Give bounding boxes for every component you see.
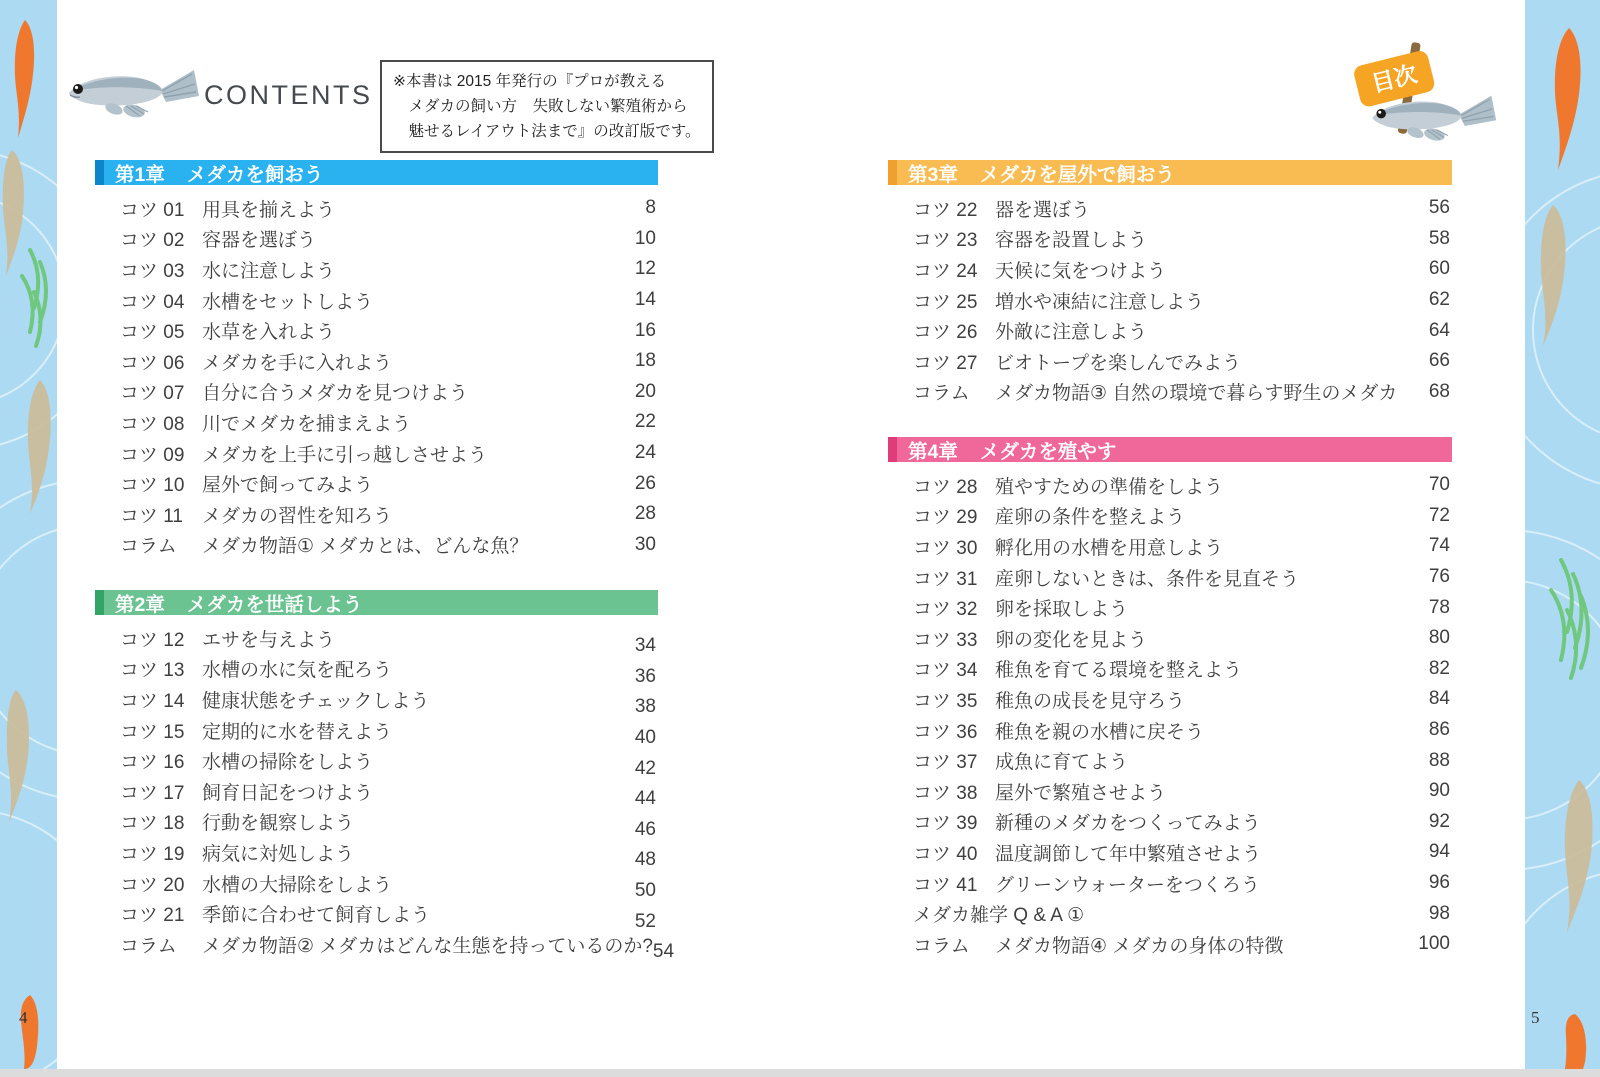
- toc-row: [888, 715, 1452, 746]
- item-page: 90: [1428, 780, 1450, 802]
- item-page: 96: [1428, 872, 1450, 894]
- toc-row: [95, 929, 675, 963]
- item-title: 水槽の水に気を配ろう: [202, 660, 393, 682]
- item-page: 66: [1428, 350, 1450, 372]
- item-label: コツ 30: [913, 537, 978, 559]
- toc-row: [95, 285, 658, 316]
- item-label: コツ 08: [120, 413, 185, 435]
- item-label: メダカ雑学 Q & A ①: [913, 905, 1085, 927]
- toc-row: [888, 623, 1452, 654]
- right-page-number: 5: [1531, 1008, 1540, 1027]
- toc-row: [95, 776, 658, 810]
- toc-row: [888, 470, 1452, 501]
- item-page: 58: [1428, 227, 1450, 249]
- item-label: コツ 22: [913, 199, 978, 221]
- chapter-3-toc-list: [888, 193, 1452, 407]
- note-line: メダカの飼い方 失敗しない繁殖術から: [408, 98, 688, 116]
- item-title: 水草を入れよう: [202, 322, 336, 344]
- chapter-2-header: [95, 590, 658, 615]
- item-title: 温度調節して年中繁殖させよう: [995, 843, 1262, 865]
- item-page: 16: [634, 319, 656, 341]
- toc-row: [95, 654, 658, 685]
- item-label: コツ 36: [913, 721, 978, 743]
- item-label: コツ 05: [120, 322, 185, 344]
- item-label: コツ 37: [913, 752, 978, 774]
- item-label: コツ 07: [120, 383, 185, 405]
- item-title: 稚魚の成長を見守ろう: [995, 690, 1186, 712]
- item-title: 川でメダカを捕まえよう: [202, 413, 412, 435]
- left-page-number: 4: [19, 1008, 28, 1027]
- item-title: 季節に合わせて飼育しよう: [202, 905, 431, 927]
- toc-row: [888, 224, 1452, 255]
- toc-row: [95, 407, 658, 438]
- item-title: 飼育日記をつけよう: [202, 782, 374, 804]
- item-title: 水槽の大掃除をしよう: [202, 874, 393, 896]
- toc-row: [888, 654, 1452, 685]
- chapter-2-section: [95, 590, 675, 963]
- toc-row: [95, 315, 658, 346]
- toc-row: [95, 499, 658, 530]
- item-title: グリーンウォーターをつくろう: [995, 874, 1260, 896]
- toc-row: [888, 346, 1452, 377]
- item-page: 40: [634, 727, 656, 749]
- chapter-number: 第4章: [908, 440, 958, 463]
- item-page: 92: [1428, 810, 1450, 832]
- item-title: 外敵に注意しよう: [995, 322, 1148, 344]
- chapter-3-section: [888, 160, 1452, 407]
- chapter-3-header: [888, 160, 1452, 185]
- toc-row: [95, 807, 658, 838]
- item-title: 容器を設置しよう: [995, 230, 1148, 252]
- item-label: コラム: [120, 935, 177, 957]
- item-title: 稚魚を育てる環境を整えよう: [995, 660, 1243, 682]
- item-title: 増水や凍結に注意しよう: [995, 291, 1205, 313]
- item-title: 定期的に水を替えよう: [202, 721, 393, 743]
- item-page: 72: [1428, 504, 1450, 526]
- item-title: 行動を観察しよう: [202, 813, 355, 835]
- toc-row: [95, 868, 658, 902]
- item-page: 20: [634, 380, 656, 402]
- toc-row: [95, 684, 658, 718]
- toc-row: [888, 929, 1452, 960]
- item-page: 74: [1428, 535, 1450, 557]
- item-label: コツ 11: [120, 505, 184, 527]
- toc-row: [95, 254, 658, 285]
- item-page: 82: [1428, 657, 1450, 679]
- item-label: コツ 20: [120, 874, 185, 896]
- item-label: コツ 31: [913, 568, 978, 590]
- toc-row: [888, 776, 1452, 807]
- item-label: コツ 40: [913, 843, 978, 865]
- item-label: コツ 15: [120, 721, 185, 743]
- toc-row: [888, 315, 1452, 346]
- toc-sign-fish-illustration: [1338, 36, 1498, 151]
- item-label: コツ 10: [120, 475, 185, 497]
- left-border-decoration: [0, 0, 57, 1069]
- toc-row: [95, 224, 658, 255]
- item-page: 84: [1428, 688, 1450, 710]
- item-label: コラム: [120, 536, 177, 558]
- item-label: コツ 21: [120, 905, 185, 927]
- item-label: コツ 14: [120, 690, 185, 712]
- item-page: 30: [634, 533, 656, 555]
- item-page: 88: [1428, 749, 1450, 771]
- item-label: コラム: [913, 383, 970, 405]
- tail-fin: [160, 70, 199, 102]
- toc-row: [888, 562, 1452, 593]
- item-label: コツ 02: [120, 230, 185, 252]
- toc-row: [888, 254, 1452, 285]
- toc-row: [888, 684, 1452, 715]
- chapter-number: 第3章: [908, 163, 958, 186]
- chapter-4-section: [888, 437, 1452, 960]
- item-label: コツ 01: [120, 199, 185, 221]
- item-page: 8: [645, 197, 656, 219]
- item-page: 62: [1428, 289, 1450, 311]
- item-page: 34: [634, 635, 656, 657]
- item-label: コツ 26: [913, 322, 978, 344]
- sign-label: 目次: [1368, 60, 1420, 97]
- right-border-decoration: [1525, 0, 1600, 1069]
- item-label: コツ 32: [913, 599, 978, 621]
- toc-row: [95, 468, 658, 499]
- item-label: コツ 39: [913, 813, 978, 835]
- item-page: 18: [634, 350, 656, 372]
- item-page: 78: [1428, 596, 1450, 618]
- chapter-2-toc-list: [95, 623, 675, 963]
- item-title: メダカを手に入れよう: [202, 352, 393, 374]
- item-page: 44: [634, 788, 656, 810]
- item-page: 86: [1428, 719, 1450, 741]
- item-title: メダカの習性を知ろう: [202, 505, 393, 527]
- item-page: 52: [634, 910, 656, 932]
- item-label: コツ 17: [120, 782, 185, 804]
- item-label: コツ 03: [120, 260, 185, 282]
- item-page: 100: [1418, 933, 1450, 955]
- chapter-1-header: [95, 160, 658, 185]
- item-page: 26: [634, 472, 656, 494]
- item-title: 水に注意しよう: [202, 260, 336, 282]
- fish-eye: [73, 84, 83, 94]
- toc-row: [888, 592, 1452, 623]
- item-page: 36: [634, 665, 656, 687]
- edition-note-box: [380, 60, 714, 153]
- item-page: 24: [634, 442, 656, 464]
- item-label: コツ 29: [913, 507, 978, 529]
- item-title: 新種のメダカをつくってみよう: [995, 813, 1261, 835]
- toc-row: [888, 501, 1452, 532]
- item-title: 産卵しないときは、条件を見直そう: [995, 568, 1300, 590]
- item-title: ビオトープを楽しんでみよう: [995, 352, 1242, 374]
- page-bottom-edge: [0, 1069, 1600, 1077]
- item-title: 稚魚を親の水槽に戻そう: [995, 721, 1205, 743]
- item-label: コツ 18: [120, 813, 185, 835]
- item-page: 10: [634, 227, 656, 249]
- item-title: 器を選ぼう: [995, 199, 1091, 221]
- item-page: 76: [1428, 566, 1450, 588]
- toc-row: [95, 530, 658, 561]
- toc-row: [95, 837, 658, 871]
- item-label: コツ 28: [913, 476, 978, 498]
- toc-row: [888, 898, 1452, 929]
- item-title: メダカ物語③ 自然の環境で暮らす野生のメダカ: [995, 383, 1398, 405]
- item-label: コツ 33: [913, 629, 978, 651]
- toc-row: [95, 715, 658, 749]
- item-page: 22: [634, 411, 656, 433]
- item-title: 水槽をセットしよう: [202, 291, 374, 313]
- item-page: 28: [634, 503, 656, 525]
- item-title: 卵を採取しよう: [995, 599, 1129, 621]
- item-title: メダカを上手に引っ越しさせよう: [202, 444, 488, 466]
- item-page: 46: [634, 818, 656, 840]
- item-label: コツ 09: [120, 444, 185, 466]
- item-title: 成魚に育てよう: [995, 752, 1129, 774]
- chapter-4-toc-list: [888, 470, 1452, 960]
- item-title: 殖やすための準備をしよう: [995, 476, 1224, 498]
- toc-row: [95, 377, 658, 408]
- toc-row: [95, 623, 658, 657]
- item-title: メダカ物語④ メダカの身体の特徴: [995, 935, 1284, 957]
- item-label: コツ 35: [913, 690, 978, 712]
- item-title: エサを与えよう: [202, 629, 336, 651]
- item-page: 80: [1428, 627, 1450, 649]
- toc-row: [95, 745, 658, 779]
- toc-row: [888, 531, 1452, 562]
- item-title: メダカ物語① メダカとは、どんな魚？: [202, 536, 529, 558]
- item-label: コツ 16: [120, 752, 185, 774]
- item-title: 病気に対処しよう: [202, 843, 355, 865]
- toc-row: [888, 868, 1452, 899]
- toc-row: [95, 898, 658, 932]
- item-page: 68: [1428, 380, 1450, 402]
- toc-row: [888, 837, 1452, 868]
- chapter-title: メダカを殖やす: [979, 440, 1117, 463]
- item-label: コツ 13: [120, 660, 185, 682]
- item-title: 水槽の掃除をしよう: [202, 752, 374, 774]
- item-title: 自分に合うメダカを見つけよう: [202, 383, 469, 405]
- item-page: 12: [634, 258, 656, 280]
- note-line: ※本書は 2015 年発行の『プロが教える: [393, 73, 667, 90]
- item-title: 健康状態をチェックしよう: [202, 690, 430, 712]
- chapter-1-section: [95, 160, 658, 560]
- item-title: 孵化用の水槽を用意しよう: [995, 537, 1224, 559]
- chapter-1-toc-list: [95, 193, 658, 560]
- item-label: コツ 34: [913, 660, 978, 682]
- item-title: 屋外で飼ってみよう: [202, 475, 374, 497]
- item-title: 天候に気をつけよう: [995, 260, 1167, 282]
- medaka-fish-illustration: [62, 62, 202, 124]
- item-label: コツ 24: [913, 260, 978, 282]
- item-page: 48: [634, 849, 656, 871]
- chapter-title: メダカを世話しよう: [186, 593, 363, 616]
- item-label: コラム: [913, 935, 970, 957]
- toc-row: [95, 193, 658, 224]
- chapter-number: 第1章: [115, 163, 165, 186]
- item-label: コツ 04: [120, 291, 185, 313]
- item-label: コツ 27: [913, 352, 978, 374]
- item-page: 98: [1428, 902, 1450, 924]
- item-page: 64: [1428, 319, 1450, 341]
- toc-row: [888, 745, 1452, 776]
- item-page: 14: [634, 289, 656, 311]
- item-title: 容器を選ぼう: [202, 230, 317, 252]
- item-label: コツ 19: [120, 843, 185, 865]
- item-title: 産卵の条件を整えよう: [995, 507, 1186, 529]
- item-label: コツ 12: [120, 629, 185, 651]
- item-label: コツ 41: [913, 874, 978, 896]
- item-title: 用具を揃えよう: [202, 199, 336, 221]
- item-page: 38: [634, 696, 656, 718]
- item-title: 屋外で繁殖させよう: [995, 782, 1167, 804]
- item-page: 42: [634, 757, 656, 779]
- item-label: コツ 25: [913, 291, 978, 313]
- note-line: 魅せるレイアウト法まで』の改訂版です。: [408, 123, 701, 141]
- toc-row: [888, 377, 1452, 408]
- item-page: 54: [652, 941, 675, 963]
- item-title: メダカ物語② メダカはどんな生態を持っているのか?: [202, 935, 653, 957]
- chapter-number: 第2章: [115, 593, 165, 616]
- item-page: 60: [1428, 258, 1450, 280]
- contents-title: CONTENTS: [204, 80, 373, 110]
- chapter-title: メダカを屋外で飼おう: [979, 163, 1175, 186]
- item-page: 56: [1428, 197, 1450, 219]
- item-label: コツ 06: [120, 352, 185, 374]
- chapter-4-header: [888, 437, 1452, 462]
- toc-row: [95, 438, 658, 469]
- item-page: 70: [1428, 474, 1450, 496]
- item-page: 94: [1428, 841, 1450, 863]
- chapter-title: メダカを飼おう: [186, 163, 324, 186]
- item-label: コツ 38: [913, 782, 978, 804]
- item-label: コツ 23: [913, 230, 978, 252]
- toc-row: [888, 193, 1452, 224]
- toc-row: [888, 807, 1452, 838]
- toc-row: [888, 285, 1452, 316]
- toc-row: [95, 346, 658, 377]
- item-page: 50: [634, 880, 656, 902]
- item-title: 卵の変化を見よう: [995, 629, 1148, 651]
